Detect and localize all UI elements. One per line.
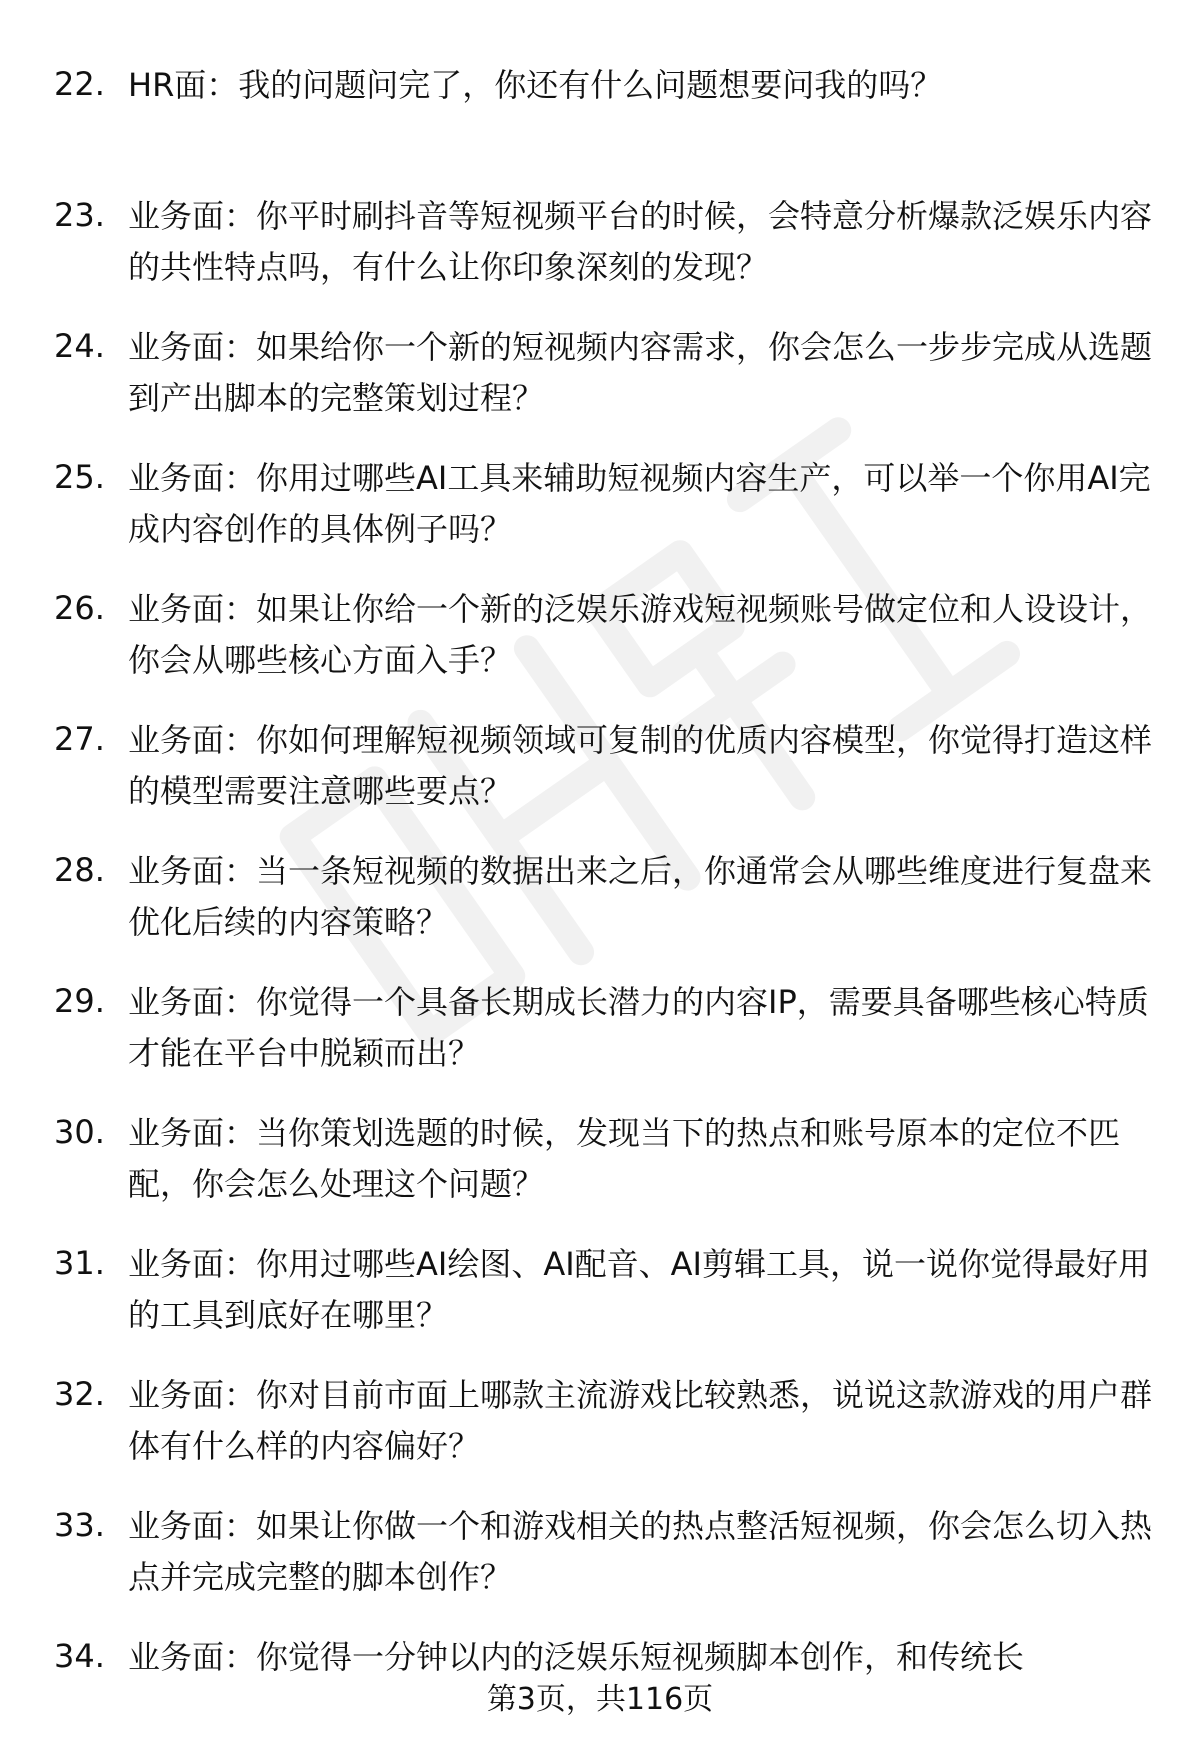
question-item [54,1239,1154,1343]
question-item [54,322,1154,426]
page-number-label: 第3页，共116页 [486,1682,714,1717]
question-text: 业务面：你用过哪些AI工具来辅助短视频内容生产，可以举一个你用AI完成内容创作的具体例子吗？ [128,459,1151,548]
question-number: 26. [54,589,105,627]
question-number: 25. [54,458,105,496]
question-item [54,715,1154,819]
question-text: 业务面：你如何理解短视频领域可复制的优质内容模型，你觉得打造这样的模型需要注意哪些要点？ [128,721,1153,810]
question-item [54,846,1154,950]
question-item [54,1501,1154,1605]
question-text: 业务面：如果让你给一个新的泛娱乐游戏短视频账号做定位和人设设计，你会从哪些核心方面入手？ [128,590,1153,679]
question-text: 业务面：如果给你一个新的短视频内容需求，你会怎么一步步完成从选题到产出脚本的完整策划过程？ [128,328,1153,417]
question-number: 33. [54,1506,105,1544]
question-text: 业务面：你觉得一个具备长期成长潜力的内容IP，需要具备哪些核心特质才能在平台中脱颖而出？ [128,983,1149,1072]
question-number: 23. [54,196,105,234]
question-item [54,584,1154,688]
question-text: 业务面：如果让你做一个和游戏相关的热点整活短视频，你会怎么切入热点并完成完整的脚本创作？ [128,1507,1153,1596]
question-text: 业务面：你对目前市面上哪款主流游戏比较熟悉，说说这款游戏的用户群体有什么样的内容偏好？ [128,1376,1153,1465]
question-item [54,60,1154,164]
question-number: 30. [54,1113,105,1151]
question-number: 32. [54,1375,105,1413]
question-number: 29. [54,982,105,1020]
question-list [54,60,1154,1715]
question-item [54,1370,1154,1474]
question-number: 22. [54,65,105,103]
question-number: 34. [54,1637,105,1675]
question-number: 24. [54,327,105,365]
question-number: 27. [54,720,105,758]
question-text: 业务面：你平时刷抖音等短视频平台的时候，会特意分析爆款泛娱乐内容的共性特点吗，有什么让你印象深刻的发现？ [128,197,1153,286]
question-item [54,453,1154,557]
question-item [54,191,1154,295]
question-text: 业务面：当一条短视频的数据出来之后，你通常会从哪些维度进行复盘来优化后续的内容策略？ [128,852,1153,941]
question-item [54,977,1154,1081]
question-number: 31. [54,1244,105,1282]
page-footer [0,1680,1200,1720]
question-item [54,1108,1154,1212]
question-text: HR面：我的问题问完了，你还有什么问题想要问我的吗？ [128,66,943,104]
question-text: 业务面：当你策划选题的时候，发现当下的热点和账号原本的定位不匹配，你会怎么处理这个问题？ [128,1114,1121,1203]
question-text: 业务面：你用过哪些AI绘图、AI配音、AI剪辑工具，说一说你觉得最好用的工具到底好在哪里？ [128,1245,1150,1334]
question-text: 业务面：你觉得一分钟以内的泛娱乐短视频脚本创作，和传统长 [128,1638,1025,1676]
question-number: 28. [54,851,105,889]
